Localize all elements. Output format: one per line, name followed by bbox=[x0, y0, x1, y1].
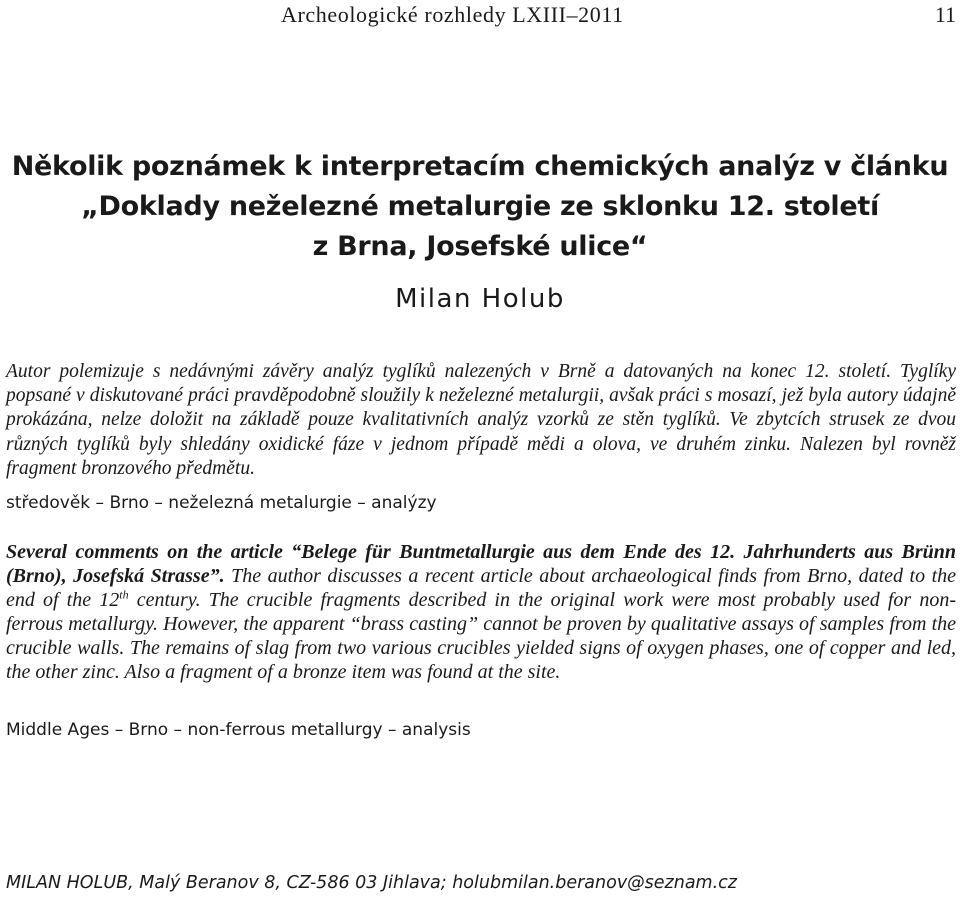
abstract-czech: Autor polemizuje s nedávnými závěry analýz tyglíků nalezených v Brně a datovaných na konec 12. století. Tyglíky popsané v diskutované práci pravděpodobně sloužily k neželezné metalurgii, avšak práci s mosazí, jež byla autory údajně prokázána, nelze doložit na základě pouze kvalitativních analýz vzorků ze stěn tyglíků. Ve zbytcích strusek ze dvou různých tyglíků byly shledány oxidické fáze v jednom případě mědi a olova, ve druhém zinku. Nalezen byl rovněž fragment bronzového předmětu. bbox=[6, 361, 956, 479]
keywords-czech: středověk – Brno – neželezná metalurgie – analýzy bbox=[6, 493, 437, 513]
abstract-english bbox=[6, 540, 956, 684]
author-contact: MILAN HOLUB, Malý Beranov 8, CZ-586 03 Jihlava; holubmilan.beranov@seznam.cz bbox=[6, 873, 737, 893]
title-line-2: „Doklady neželezné metalurgie ze sklonku 12. století bbox=[81, 191, 879, 222]
title-line-3: z Brna, Josefské ulice“ bbox=[312, 231, 648, 262]
ordinal-superscript: th bbox=[119, 587, 129, 602]
keywords-english: Middle Ages – Brno – non-ferrous metallurgy – analysis bbox=[6, 720, 471, 740]
journal-name: Archeologické rozhledy LXIII–2011 bbox=[281, 2, 624, 27]
article-title bbox=[0, 147, 960, 267]
author-name: Milan Holub bbox=[395, 284, 565, 314]
english-title: Several comments on the article “Belege für Buntmetallurgie aus dem Ende des 12. Jahrhunderts aus Brünn (Brno), Josefská Strasse”. bbox=[6, 541, 956, 587]
abstract-english-text-2: century. The crucible fragments described in the original work were most probably used for non-ferrous metallurgy. However, the apparent “brass casting” cannot be proven by qualitative assays of samples from the crucible walls. The remains of slag from two various crucibles yielded signs of oxygen phases, one of copper and led, the other zinc. Also a fragment of a bronze item was found at the site. bbox=[6, 589, 956, 683]
abstract-english-text-1: The author discusses a recent article about archaeological finds from Brno, dated to the end of the 12 bbox=[6, 565, 957, 611]
title-line-1: Několik poznámek k interpretacím chemických analýz v článku bbox=[11, 151, 949, 182]
running-head bbox=[0, 2, 960, 26]
page-number: 11 bbox=[934, 2, 956, 27]
